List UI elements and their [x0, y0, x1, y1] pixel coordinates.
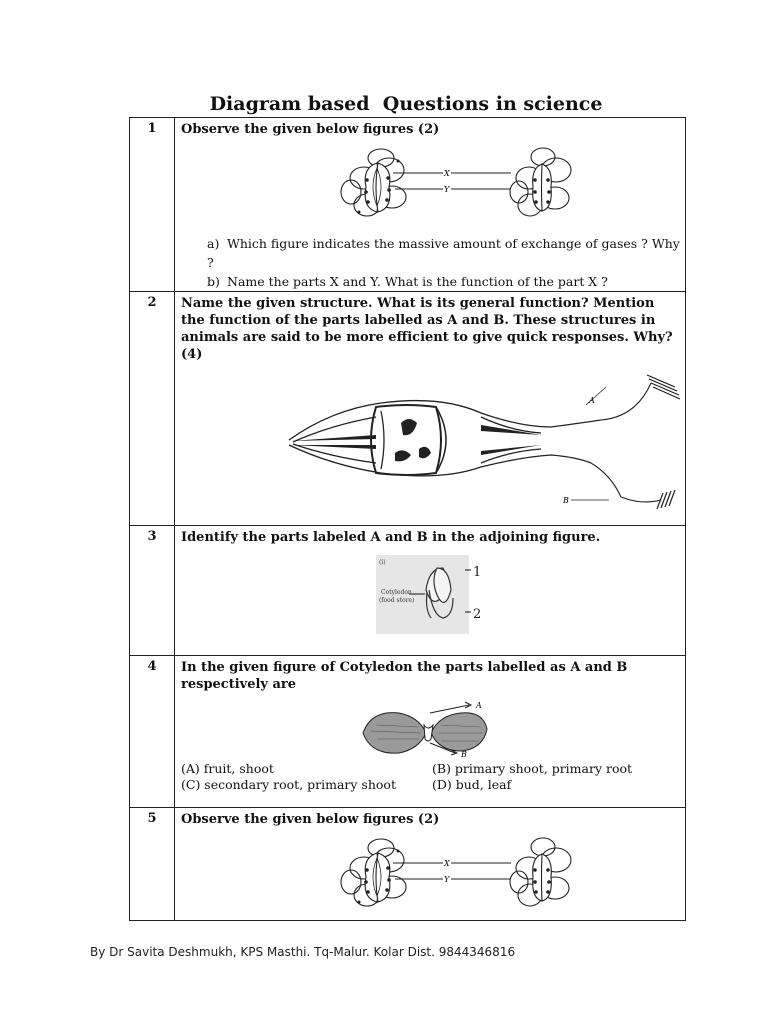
question-row-3: [130, 526, 686, 656]
label-two: 2: [473, 607, 482, 622]
sub-question-b: b) Name the parts X and Y. What is the function of the part X ?: [207, 274, 608, 289]
label-a: A: [589, 396, 595, 405]
question-number: 5: [130, 808, 175, 921]
question-text: Observe the given below figures (2): [181, 812, 440, 827]
label-y: Y: [444, 875, 450, 884]
sub-question-a: a) Which figure indicates the massive amount of exchange of gases ? Why ?: [207, 236, 680, 270]
label-y: Y: [444, 185, 450, 194]
seed-figure: [181, 550, 681, 636]
question-text: Name the given structure. What is its general function? Mention the function of the parts labelled as A and B. These structures in animals are said to be more efficient to give quick responses. Why? (4): [181, 296, 673, 362]
label-x: X: [444, 859, 450, 868]
question-number: 4: [130, 656, 175, 808]
label-b: B: [563, 496, 569, 505]
option-c: (C) secondary root, primary shoot: [181, 777, 396, 792]
option-b: (B) primary shoot, primary root: [432, 761, 633, 776]
question-row-1: [130, 118, 686, 292]
label-b: B: [461, 750, 467, 757]
label-one: 1: [473, 565, 482, 580]
question-row-5: [130, 808, 686, 921]
question-table: [129, 117, 686, 921]
answer-options: [181, 761, 680, 793]
figure-corner-label: (i): [379, 559, 386, 566]
question-row-4: [130, 656, 686, 808]
option-d: (D) bud, leaf: [432, 777, 512, 792]
question-number: 1: [130, 118, 175, 292]
question-text: Identify the parts labeled A and B in the adjoining figure.: [181, 530, 601, 545]
neuron-figure: [181, 365, 681, 513]
cotyledon-label: Cotyledon: [381, 589, 412, 596]
question-text: In the given figure of Cotyledon the parts labelled as A and B respectively are: [181, 660, 628, 692]
cotyledon-figure: [181, 695, 681, 757]
label-a: A: [476, 701, 482, 710]
option-a: (A) fruit, shoot: [181, 761, 274, 776]
label-x: X: [444, 169, 450, 178]
stomata-figure: [181, 140, 681, 224]
question-number: 2: [130, 292, 175, 526]
question-row-2: [130, 292, 686, 526]
food-store-label: (food store): [379, 597, 415, 604]
stomata-figure: [181, 830, 681, 914]
question-text: Observe the given below figures (2): [181, 122, 440, 137]
page-footer: By Dr Savita Deshmukh, KPS Masthi. Tq-Malur. Kolar Dist. 9844346816: [90, 945, 516, 959]
question-number: 3: [130, 526, 175, 656]
page-title: Diagram based Questions in science: [209, 93, 603, 115]
